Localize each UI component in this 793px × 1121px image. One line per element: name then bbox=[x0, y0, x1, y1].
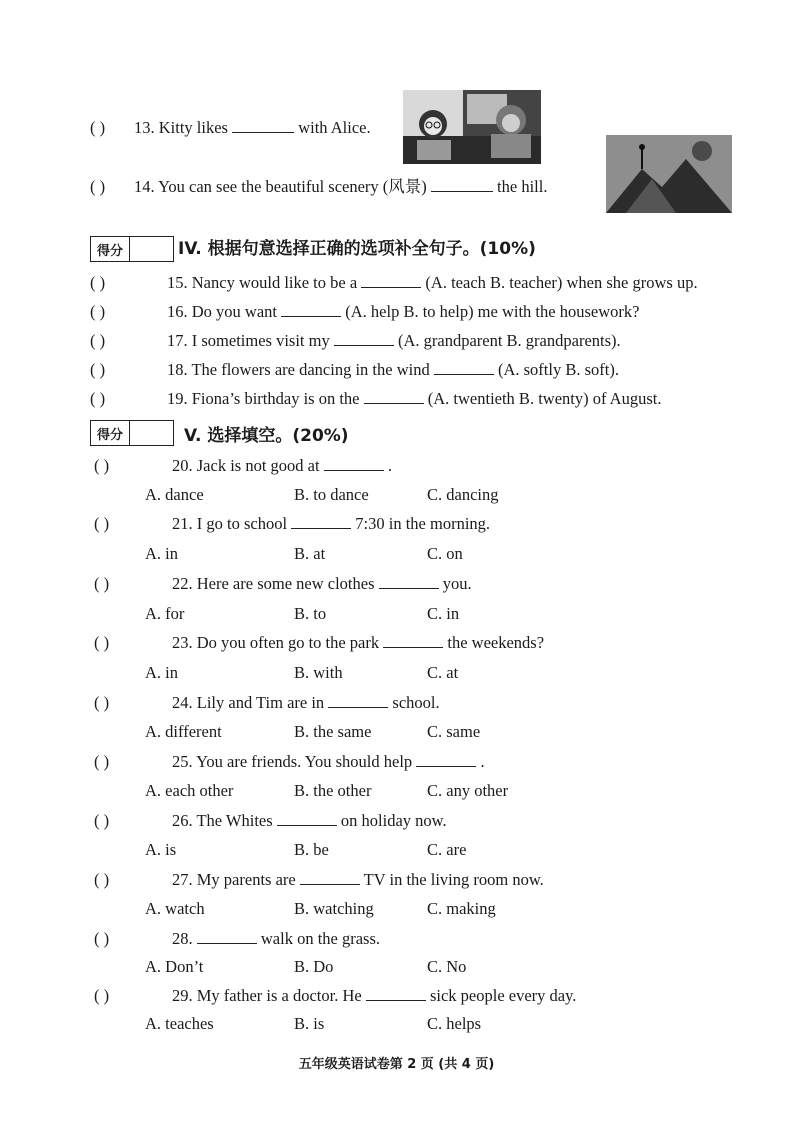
question-text: sick people every day. bbox=[429, 986, 577, 1005]
answer-paren[interactable]: ( ) bbox=[94, 870, 110, 889]
question-text: 15. Nancy would like to be a bbox=[167, 273, 358, 292]
question-text: school. bbox=[392, 693, 440, 712]
question-text: (A. softly B. soft). bbox=[497, 360, 619, 379]
option-c[interactable]: C. any other bbox=[427, 781, 509, 800]
option-a[interactable]: A. different bbox=[145, 722, 222, 741]
option-a[interactable]: A. in bbox=[145, 544, 178, 563]
answer-blank[interactable] bbox=[334, 331, 394, 346]
option-a[interactable]: A. for bbox=[145, 604, 185, 623]
question-text: (A. teach B. teacher) when she grows up. bbox=[425, 273, 698, 292]
answer-blank[interactable] bbox=[328, 693, 388, 708]
question-text: 7:30 in the morning. bbox=[355, 514, 491, 533]
score-box bbox=[90, 236, 174, 262]
question-text: with Alice. bbox=[298, 118, 371, 137]
answer-blank[interactable] bbox=[379, 574, 439, 589]
question-text: . bbox=[387, 456, 392, 475]
score-field[interactable] bbox=[130, 421, 173, 445]
answer-blank[interactable] bbox=[364, 389, 424, 404]
question-text: walk on the grass. bbox=[260, 929, 381, 948]
question-text: 25. You are friends. You should help bbox=[172, 752, 413, 771]
option-c[interactable]: C. dancing bbox=[427, 485, 499, 504]
option-b[interactable]: B. watching bbox=[294, 899, 374, 918]
question-text: (A. grandparent B. grandparents). bbox=[397, 331, 621, 350]
answer-blank[interactable] bbox=[383, 633, 443, 648]
answer-paren[interactable]: ( ) bbox=[90, 302, 106, 321]
option-b[interactable]: B. is bbox=[294, 1014, 325, 1033]
option-b[interactable]: B. to bbox=[294, 604, 327, 623]
answer-paren[interactable]: ( ) bbox=[94, 986, 110, 1005]
option-a[interactable]: A. is bbox=[145, 840, 177, 859]
question-text: 28. bbox=[172, 929, 193, 948]
option-c[interactable]: C. No bbox=[427, 957, 467, 976]
answer-paren[interactable]: ( ) bbox=[94, 693, 110, 712]
question-text: TV in the living room now. bbox=[363, 870, 544, 889]
answer-blank[interactable] bbox=[277, 811, 337, 826]
page-footer: 五年级英语试卷第 2 页 (共 4 页) bbox=[298, 1057, 495, 1072]
answer-paren[interactable]: ( ) bbox=[90, 177, 106, 196]
answer-blank[interactable] bbox=[416, 752, 476, 767]
answer-blank[interactable] bbox=[300, 870, 360, 885]
score-field[interactable] bbox=[130, 237, 173, 261]
option-c[interactable]: C. same bbox=[427, 722, 481, 741]
option-b[interactable]: B. to dance bbox=[294, 485, 369, 504]
question-text: 18. The flowers are dancing in the wind bbox=[167, 360, 430, 379]
question-text: 13. Kitty likes bbox=[134, 118, 228, 137]
option-b[interactable]: B. with bbox=[294, 663, 343, 682]
question-text: 26. The Whites bbox=[172, 811, 273, 830]
question-text: 17. I sometimes visit my bbox=[167, 331, 330, 350]
option-b[interactable]: B. the other bbox=[294, 781, 372, 800]
answer-blank[interactable] bbox=[197, 929, 257, 944]
option-c[interactable]: C. in bbox=[427, 604, 460, 623]
question-text: the weekends? bbox=[447, 633, 545, 652]
answer-blank[interactable] bbox=[291, 514, 351, 529]
answer-blank[interactable] bbox=[361, 273, 421, 288]
answer-paren[interactable]: ( ) bbox=[94, 633, 110, 652]
answer-paren[interactable]: ( ) bbox=[90, 331, 106, 350]
section-4-title: IV. 根据句意选择正确的选项补全句子。(10%) bbox=[178, 239, 536, 259]
answer-paren[interactable]: ( ) bbox=[94, 752, 110, 771]
question-text: 22. Here are some new clothes bbox=[172, 574, 375, 593]
option-a[interactable]: A. Don’t bbox=[145, 957, 204, 976]
answer-paren[interactable]: ( ) bbox=[94, 929, 110, 948]
answer-paren[interactable]: ( ) bbox=[94, 456, 110, 475]
option-c[interactable]: C. on bbox=[427, 544, 463, 563]
section-5-title: V. 选择填空。(20%) bbox=[184, 426, 349, 446]
answer-blank[interactable] bbox=[232, 118, 294, 133]
answer-paren[interactable]: ( ) bbox=[90, 360, 106, 379]
answer-blank[interactable] bbox=[324, 456, 384, 471]
option-b[interactable]: B. the same bbox=[294, 722, 372, 741]
answer-blank[interactable] bbox=[366, 986, 426, 1001]
question-text: on holiday now. bbox=[340, 811, 447, 830]
hill-scenery-picture bbox=[606, 135, 732, 213]
answer-paren[interactable]: ( ) bbox=[94, 514, 110, 533]
question-text: (A. twentieth B. twenty) of August. bbox=[427, 389, 662, 408]
option-c[interactable]: C. making bbox=[427, 899, 496, 918]
option-b[interactable]: B. Do bbox=[294, 957, 334, 976]
question-text: the hill. bbox=[497, 177, 548, 196]
option-c[interactable]: C. are bbox=[427, 840, 467, 859]
score-box bbox=[90, 420, 174, 446]
question-text: 14. You can see the beautiful scenery (风景) bbox=[134, 177, 427, 196]
question-text: 19. Fiona’s birthday is on the bbox=[167, 389, 360, 408]
answer-paren[interactable]: ( ) bbox=[90, 118, 106, 137]
question-text: 20. Jack is not good at bbox=[172, 456, 320, 475]
question-text: 16. Do you want bbox=[167, 302, 277, 321]
question-text: . bbox=[480, 752, 485, 771]
option-b[interactable]: B. at bbox=[294, 544, 326, 563]
question-text: 23. Do you often go to the park bbox=[172, 633, 380, 652]
answer-blank[interactable] bbox=[434, 360, 494, 375]
option-a[interactable]: A. in bbox=[145, 663, 178, 682]
question-text: 21. I go to school bbox=[172, 514, 288, 533]
kids-studying-picture bbox=[403, 90, 541, 164]
option-a[interactable]: A. dance bbox=[145, 485, 204, 504]
option-a[interactable]: A. each other bbox=[145, 781, 234, 800]
option-c[interactable]: C. at bbox=[427, 663, 459, 682]
answer-paren[interactable]: ( ) bbox=[94, 574, 110, 593]
option-b[interactable]: B. be bbox=[294, 840, 329, 859]
answer-paren[interactable]: ( ) bbox=[90, 273, 106, 292]
answer-paren[interactable]: ( ) bbox=[94, 811, 110, 830]
question-text: (A. help B. to help) me with the housework? bbox=[345, 302, 640, 321]
option-a[interactable]: A. teaches bbox=[145, 1014, 214, 1033]
question-text: 29. My father is a doctor. He bbox=[172, 986, 362, 1005]
question-text: 27. My parents are bbox=[172, 870, 296, 889]
option-c[interactable]: C. helps bbox=[427, 1014, 482, 1033]
question-text: you. bbox=[442, 574, 472, 593]
score-label: 得分 bbox=[91, 421, 130, 445]
question-text: 24. Lily and Tim are in bbox=[172, 693, 325, 712]
answer-blank[interactable] bbox=[431, 177, 493, 192]
answer-paren[interactable]: ( ) bbox=[90, 389, 106, 408]
score-label: 得分 bbox=[91, 237, 130, 261]
answer-blank[interactable] bbox=[281, 302, 341, 317]
option-a[interactable]: A. watch bbox=[145, 899, 205, 918]
